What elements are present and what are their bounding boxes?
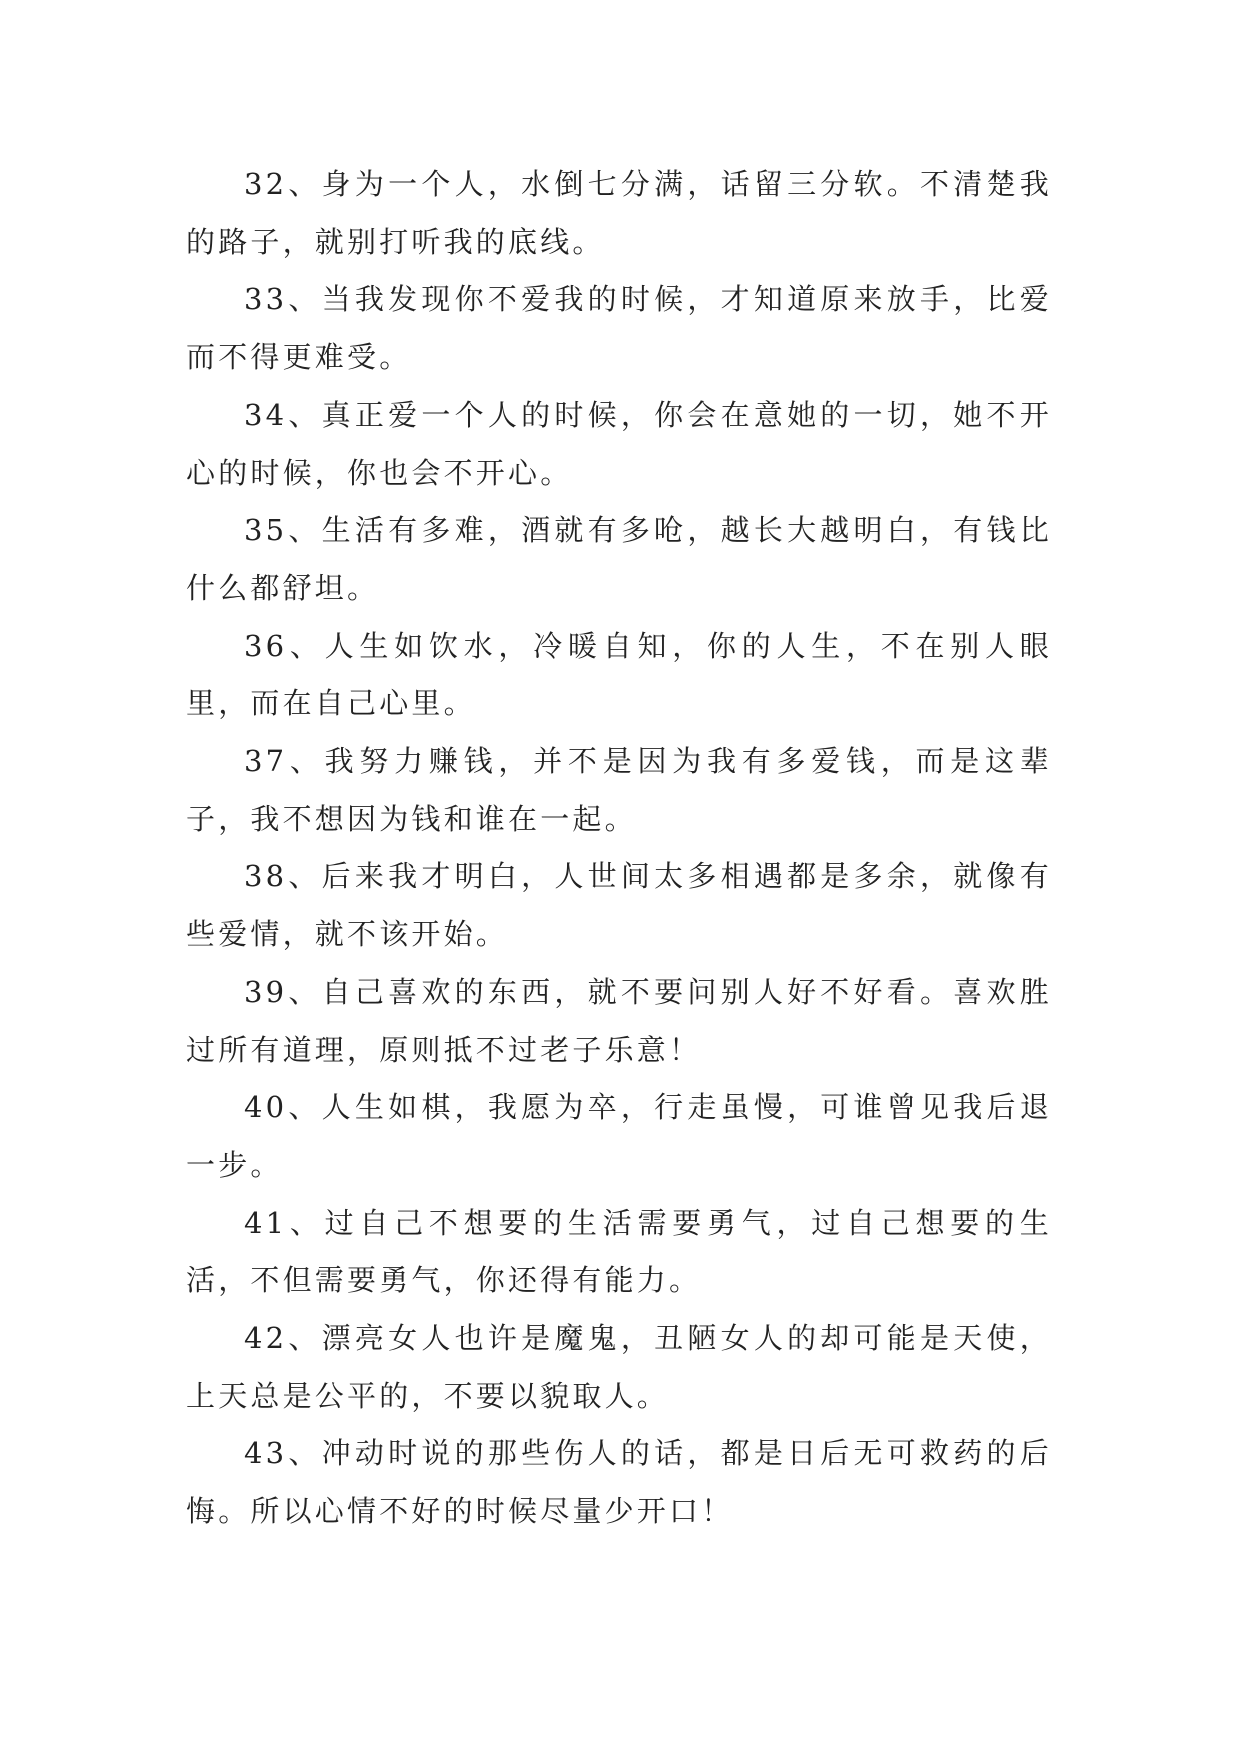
paragraph-36: 36、人生如饮水，冷暖自知，你的人生，不在别人眼里，而在自己心里。 <box>186 628 1052 721</box>
paragraph-40: 40、人生如棋，我愿为卒，行走虽慢，可谁曾见我后退一步。 <box>186 1090 1052 1182</box>
document-body <box>186 156 1052 1541</box>
paragraph-34: 34、真正爱一个人的时候，你会在意她的一切，她不开心的时候，你也会不开心。 <box>186 397 1052 490</box>
paragraph-43: 43、冲动时说的那些伤人的话，都是日后无可救药的后悔。所以心情不好的时候尽量少开口！ <box>186 1436 1052 1529</box>
paragraph-38: 38、后来我才明白，人世间太多相遇都是多余，就像有些爱情，就不该开始。 <box>186 859 1052 952</box>
paragraph-39: 39、自己喜欢的东西，就不要问别人好不好看。喜欢胜过所有道理，原则抵不过老子乐意！ <box>186 974 1052 1067</box>
paragraph-42: 42、漂亮女人也许是魔鬼，丑陋女人的却可能是天使，上天总是公平的，不要以貌取人。 <box>186 1321 1052 1413</box>
paragraph-35: 35、生活有多难，酒就有多呛，越长大越明白，有钱比什么都舒坦。 <box>186 513 1052 605</box>
paragraph-37: 37、我努力赚钱，并不是因为我有多爱钱，而是这辈子，我不想因为钱和谁在一起。 <box>186 744 1052 836</box>
paragraph-32: 32、身为一个人，水倒七分满，话留三分软。不清楚我的路子，就别打听我的底线。 <box>186 167 1052 259</box>
paragraph-41: 41、过自己不想要的生活需要勇气，过自己想要的生活，不但需要勇气，你还得有能力。 <box>186 1205 1052 1298</box>
paragraph-33: 33、当我发现你不爱我的时候，才知道原来放手，比爱而不得更难受。 <box>186 282 1052 375</box>
